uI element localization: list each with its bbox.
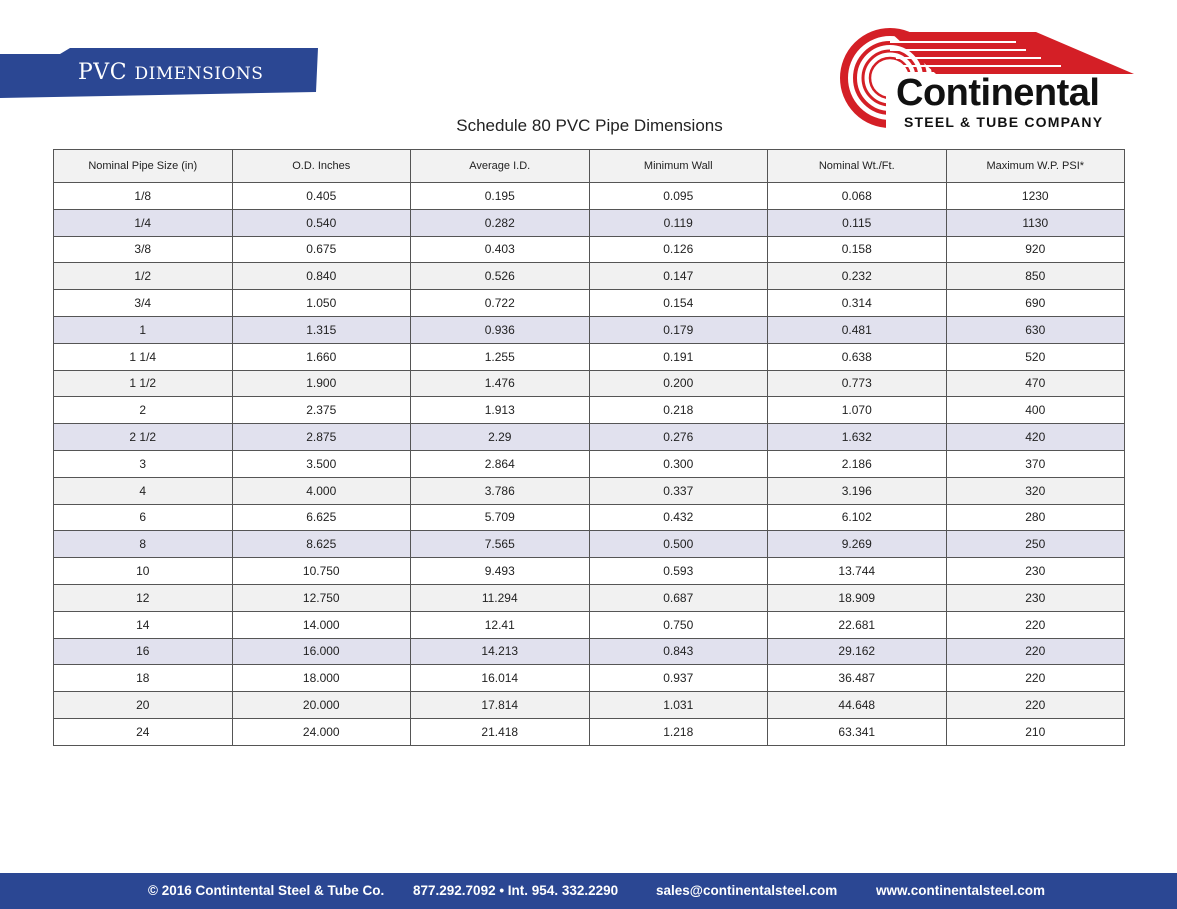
table-cell: 0.500 bbox=[589, 531, 768, 558]
table-cell: 220 bbox=[946, 692, 1125, 719]
column-header: Nominal Pipe Size (in) bbox=[54, 150, 233, 183]
table-cell: 850 bbox=[946, 263, 1125, 290]
table-cell: 0.300 bbox=[589, 450, 768, 477]
table-cell: 0.405 bbox=[232, 183, 411, 210]
table-cell: 420 bbox=[946, 424, 1125, 451]
table-cell: 14.213 bbox=[411, 638, 590, 665]
table-cell: 1.218 bbox=[589, 718, 768, 745]
table-cell: 9.269 bbox=[768, 531, 947, 558]
table-cell: 0.432 bbox=[589, 504, 768, 531]
table-cell: 0.119 bbox=[589, 209, 768, 236]
table-cell: 4.000 bbox=[232, 477, 411, 504]
table-cell: 220 bbox=[946, 638, 1125, 665]
table-cell: 0.200 bbox=[589, 370, 768, 397]
table-cell: 0.526 bbox=[411, 263, 590, 290]
banner-title bbox=[78, 60, 263, 85]
table-cell: 3/8 bbox=[54, 236, 233, 263]
table-cell: 0.593 bbox=[589, 558, 768, 585]
page-title: Schedule 80 PVC Pipe Dimensions bbox=[456, 116, 723, 135]
logo-name: Continental bbox=[896, 72, 1100, 114]
table-row bbox=[54, 370, 1125, 397]
table-cell: 3.196 bbox=[768, 477, 947, 504]
table-row bbox=[54, 692, 1125, 719]
table-cell: 1.900 bbox=[232, 370, 411, 397]
table-cell: 0.722 bbox=[411, 290, 590, 317]
table-cell: 3/4 bbox=[54, 290, 233, 317]
table-cell: 12.750 bbox=[232, 584, 411, 611]
table-cell: 8.625 bbox=[232, 531, 411, 558]
table-cell: 1.632 bbox=[768, 424, 947, 451]
table-row bbox=[54, 343, 1125, 370]
table-cell: 18 bbox=[54, 665, 233, 692]
table-cell: 470 bbox=[946, 370, 1125, 397]
table-cell: 1/8 bbox=[54, 183, 233, 210]
table-cell: 1230 bbox=[946, 183, 1125, 210]
table-cell: 8 bbox=[54, 531, 233, 558]
table-cell: 24 bbox=[54, 718, 233, 745]
table-cell: 280 bbox=[946, 504, 1125, 531]
table-cell: 1/2 bbox=[54, 263, 233, 290]
table-cell: 9.493 bbox=[411, 558, 590, 585]
table-cell: 22.681 bbox=[768, 611, 947, 638]
banner-title-rest: DIMENSIONS bbox=[134, 64, 264, 84]
table-cell: 16 bbox=[54, 638, 233, 665]
table-cell: 0.158 bbox=[768, 236, 947, 263]
table-cell: 0.481 bbox=[768, 316, 947, 343]
table-row bbox=[54, 290, 1125, 317]
table-cell: 2.864 bbox=[411, 450, 590, 477]
table-cell: 17.814 bbox=[411, 692, 590, 719]
table-cell: 1 1/4 bbox=[54, 343, 233, 370]
table-cell: 1/4 bbox=[54, 209, 233, 236]
table-cell: 18.909 bbox=[768, 584, 947, 611]
table-cell: 2 1/2 bbox=[54, 424, 233, 451]
table-cell: 13.744 bbox=[768, 558, 947, 585]
table-cell: 20.000 bbox=[232, 692, 411, 719]
table-row bbox=[54, 531, 1125, 558]
table-cell: 920 bbox=[946, 236, 1125, 263]
table-cell: 14 bbox=[54, 611, 233, 638]
table-cell: 230 bbox=[946, 584, 1125, 611]
column-header: Nominal Wt./Ft. bbox=[768, 150, 947, 183]
table-cell: 6 bbox=[54, 504, 233, 531]
table-cell: 7.565 bbox=[411, 531, 590, 558]
table-cell: 0.638 bbox=[768, 343, 947, 370]
table-cell: 0.840 bbox=[232, 263, 411, 290]
table-row bbox=[54, 183, 1125, 210]
table-row bbox=[54, 611, 1125, 638]
table-cell: 320 bbox=[946, 477, 1125, 504]
table-cell: 14.000 bbox=[232, 611, 411, 638]
table-cell: 1.315 bbox=[232, 316, 411, 343]
table-cell: 0.154 bbox=[589, 290, 768, 317]
logo-subtitle: STEEL & TUBE COMPANY bbox=[904, 114, 1104, 130]
table-cell: 220 bbox=[946, 611, 1125, 638]
table-cell: 6.102 bbox=[768, 504, 947, 531]
table-row bbox=[54, 316, 1125, 343]
table-cell: 400 bbox=[946, 397, 1125, 424]
table-cell: 0.687 bbox=[589, 584, 768, 611]
table-cell: 20 bbox=[54, 692, 233, 719]
table-row bbox=[54, 397, 1125, 424]
table-cell: 12.41 bbox=[411, 611, 590, 638]
table-cell: 0.282 bbox=[411, 209, 590, 236]
table-cell: 3.786 bbox=[411, 477, 590, 504]
table-cell: 5.709 bbox=[411, 504, 590, 531]
banner-title-first: PVC bbox=[78, 60, 128, 85]
table-cell: 0.179 bbox=[589, 316, 768, 343]
title-row bbox=[0, 116, 1177, 136]
table-cell: 10 bbox=[54, 558, 233, 585]
table-cell: 0.095 bbox=[589, 183, 768, 210]
table-cell: 0.773 bbox=[768, 370, 947, 397]
table-row bbox=[54, 424, 1125, 451]
table-cell: 690 bbox=[946, 290, 1125, 317]
table-row bbox=[54, 558, 1125, 585]
table-row bbox=[54, 450, 1125, 477]
table-cell: 0.337 bbox=[589, 477, 768, 504]
table-cell: 0.191 bbox=[589, 343, 768, 370]
table-cell: 1.050 bbox=[232, 290, 411, 317]
table-row bbox=[54, 263, 1125, 290]
footer-bar bbox=[0, 873, 1177, 909]
table-cell: 2.186 bbox=[768, 450, 947, 477]
table-cell: 2.875 bbox=[232, 424, 411, 451]
table-cell: 2 bbox=[54, 397, 233, 424]
table-cell: 0.936 bbox=[411, 316, 590, 343]
table-cell: 2.375 bbox=[232, 397, 411, 424]
table-cell: 0.126 bbox=[589, 236, 768, 263]
table-cell: 0.147 bbox=[589, 263, 768, 290]
table-row bbox=[54, 504, 1125, 531]
table-cell: 250 bbox=[946, 531, 1125, 558]
table-cell: 0.218 bbox=[589, 397, 768, 424]
table-cell: 0.314 bbox=[768, 290, 947, 317]
table-cell: 0.232 bbox=[768, 263, 947, 290]
table-body bbox=[54, 183, 1125, 746]
table-cell: 1.913 bbox=[411, 397, 590, 424]
footer-website[interactable]: www.continentalsteel.com bbox=[876, 883, 1046, 898]
table-cell: 1.476 bbox=[411, 370, 590, 397]
table-cell: 0.068 bbox=[768, 183, 947, 210]
table-cell: 18.000 bbox=[232, 665, 411, 692]
column-header: O.D. Inches bbox=[232, 150, 411, 183]
table-cell: 210 bbox=[946, 718, 1125, 745]
table-cell: 0.195 bbox=[411, 183, 590, 210]
table-cell: 0.276 bbox=[589, 424, 768, 451]
table-cell: 0.675 bbox=[232, 236, 411, 263]
table-row bbox=[54, 718, 1125, 745]
table-row bbox=[54, 584, 1125, 611]
table-cell: 63.341 bbox=[768, 718, 947, 745]
table-cell: 3.500 bbox=[232, 450, 411, 477]
table-cell: 6.625 bbox=[232, 504, 411, 531]
table-row bbox=[54, 665, 1125, 692]
table-row bbox=[54, 477, 1125, 504]
table-cell: 44.648 bbox=[768, 692, 947, 719]
table-cell: 29.162 bbox=[768, 638, 947, 665]
table-cell: 4 bbox=[54, 477, 233, 504]
table-cell: 0.115 bbox=[768, 209, 947, 236]
table-cell: 21.418 bbox=[411, 718, 590, 745]
table-cell: 520 bbox=[946, 343, 1125, 370]
table-cell: 3 bbox=[54, 450, 233, 477]
table-cell: 1 bbox=[54, 316, 233, 343]
table-cell: 370 bbox=[946, 450, 1125, 477]
table-cell: 630 bbox=[946, 316, 1125, 343]
table-row bbox=[54, 209, 1125, 236]
table-cell: 1 1/2 bbox=[54, 370, 233, 397]
table-cell: 0.937 bbox=[589, 665, 768, 692]
footer-email[interactable]: sales@continentalsteel.com bbox=[656, 883, 838, 898]
table-row bbox=[54, 236, 1125, 263]
table-cell: 1130 bbox=[946, 209, 1125, 236]
table-cell: 0.843 bbox=[589, 638, 768, 665]
table-cell: 1.031 bbox=[589, 692, 768, 719]
table-cell: 24.000 bbox=[232, 718, 411, 745]
table-cell: 0.403 bbox=[411, 236, 590, 263]
table-cell: 230 bbox=[946, 558, 1125, 585]
dimensions-table bbox=[53, 149, 1125, 746]
table-cell: 16.014 bbox=[411, 665, 590, 692]
table-cell: 1.660 bbox=[232, 343, 411, 370]
footer-copyright: © 2016 Contintental Steel & Tube Co. bbox=[148, 883, 385, 898]
footer-phone: 877.292.7092 • Int. 954. 332.2290 bbox=[413, 883, 619, 898]
table-cell: 1.070 bbox=[768, 397, 947, 424]
table-cell: 220 bbox=[946, 665, 1125, 692]
table-cell: 0.540 bbox=[232, 209, 411, 236]
table-cell: 11.294 bbox=[411, 584, 590, 611]
table-cell: 2.29 bbox=[411, 424, 590, 451]
dimensions-table-container bbox=[53, 149, 1125, 746]
table-header-row bbox=[54, 150, 1125, 183]
table-cell: 12 bbox=[54, 584, 233, 611]
section-banner bbox=[0, 48, 318, 98]
column-header: Minimum Wall bbox=[589, 150, 768, 183]
column-header: Average I.D. bbox=[411, 150, 590, 183]
table-cell: 36.487 bbox=[768, 665, 947, 692]
table-cell: 1.255 bbox=[411, 343, 590, 370]
table-cell: 10.750 bbox=[232, 558, 411, 585]
column-header: Maximum W.P. PSI* bbox=[946, 150, 1125, 183]
table-cell: 16.000 bbox=[232, 638, 411, 665]
table-cell: 0.750 bbox=[589, 611, 768, 638]
table-row bbox=[54, 638, 1125, 665]
